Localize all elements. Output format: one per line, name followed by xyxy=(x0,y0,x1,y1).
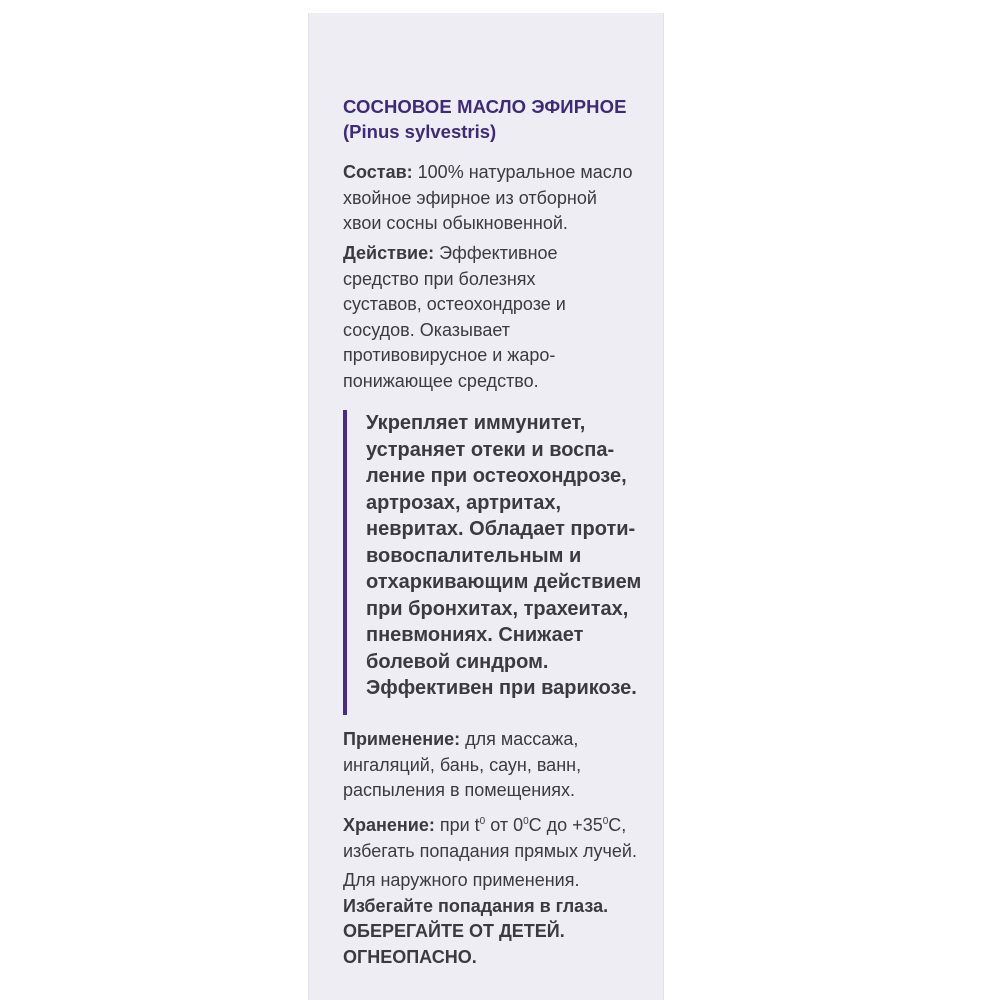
usage-label: Применение: xyxy=(343,729,461,749)
storage-line-1: Хранение: при $t^0$ от $0^0С$ до $+35^0С$, xyxy=(343,815,627,835)
storage-label: Хранение: xyxy=(343,815,435,835)
usage-line-2: ингаляций, бань, саун, ванн, xyxy=(343,754,582,775)
highlight-line: устраняет отеки и воспа- xyxy=(366,438,615,461)
highlight-line: отхаркивающим действием xyxy=(366,571,642,593)
highlight-line: артрозах, артритах, xyxy=(366,491,562,514)
action-line-5: противовирусное и жаро- xyxy=(343,345,556,365)
action-section xyxy=(343,241,663,394)
avoid-eyes-warning: Избегайте попадания в глаза. xyxy=(343,895,609,916)
highlight-line: вовоспалительным и xyxy=(366,544,582,567)
usage-line-3: распыления в помещениях. xyxy=(343,780,576,800)
action-line-2: средство при болезнях xyxy=(343,268,536,289)
composition-label: Состав: xyxy=(343,162,413,182)
product-title: СОСНОВОЕ МАСЛО ЭФИРНОЕ xyxy=(343,96,627,117)
action-line-3: суставов, остеохондрозе и xyxy=(343,294,566,314)
highlight-text xyxy=(366,410,641,702)
action-line-4: сосудов. Оказывает xyxy=(343,319,510,340)
action-label: Действие: xyxy=(343,243,435,263)
highlight-line: ление при остеохондрозе, xyxy=(366,465,627,487)
composition-line-1: Состав: 100% натуральное масло xyxy=(343,162,633,182)
composition-line-2: хвойное эфирное из отборной xyxy=(343,187,597,208)
composition-line-3: хвои сосны обыкновенной. xyxy=(343,213,568,233)
children-warning: ОБЕРЕГАЙТЕ ОТ ДЕТЕЙ. xyxy=(343,921,565,941)
highlight-line: пневмониях. Снижает xyxy=(366,624,584,646)
product-header xyxy=(343,95,663,145)
composition-section xyxy=(343,160,663,237)
highlight-line: Эффективен при варикозе. xyxy=(366,677,637,699)
storage-section xyxy=(343,809,663,864)
action-line-1: Действие: Эффективное xyxy=(343,243,558,263)
flammable-warning: ОГНЕОПАСНО. xyxy=(343,946,477,967)
product-latin-name: (Pinus sylvestris) xyxy=(343,121,497,142)
highlight-line: болевой синдром. xyxy=(366,650,549,673)
action-line-6: понижающее средство. xyxy=(343,370,539,391)
highlight-line: при бронхитах, трахеитах, xyxy=(366,597,629,620)
usage-line-1: Применение: для массажа, xyxy=(343,729,579,749)
warnings-section xyxy=(343,868,663,970)
usage-section xyxy=(343,727,663,804)
highlight-line: невритах. Обладает проти- xyxy=(366,518,636,540)
highlight-line: Укрепляет иммунитет, xyxy=(366,412,586,434)
accent-bar xyxy=(343,410,347,715)
highlight-block xyxy=(343,410,663,715)
external-use-note: Для наружного применения. xyxy=(343,870,580,890)
storage-line-2: избегать попадания прямых лучей. xyxy=(343,840,637,861)
